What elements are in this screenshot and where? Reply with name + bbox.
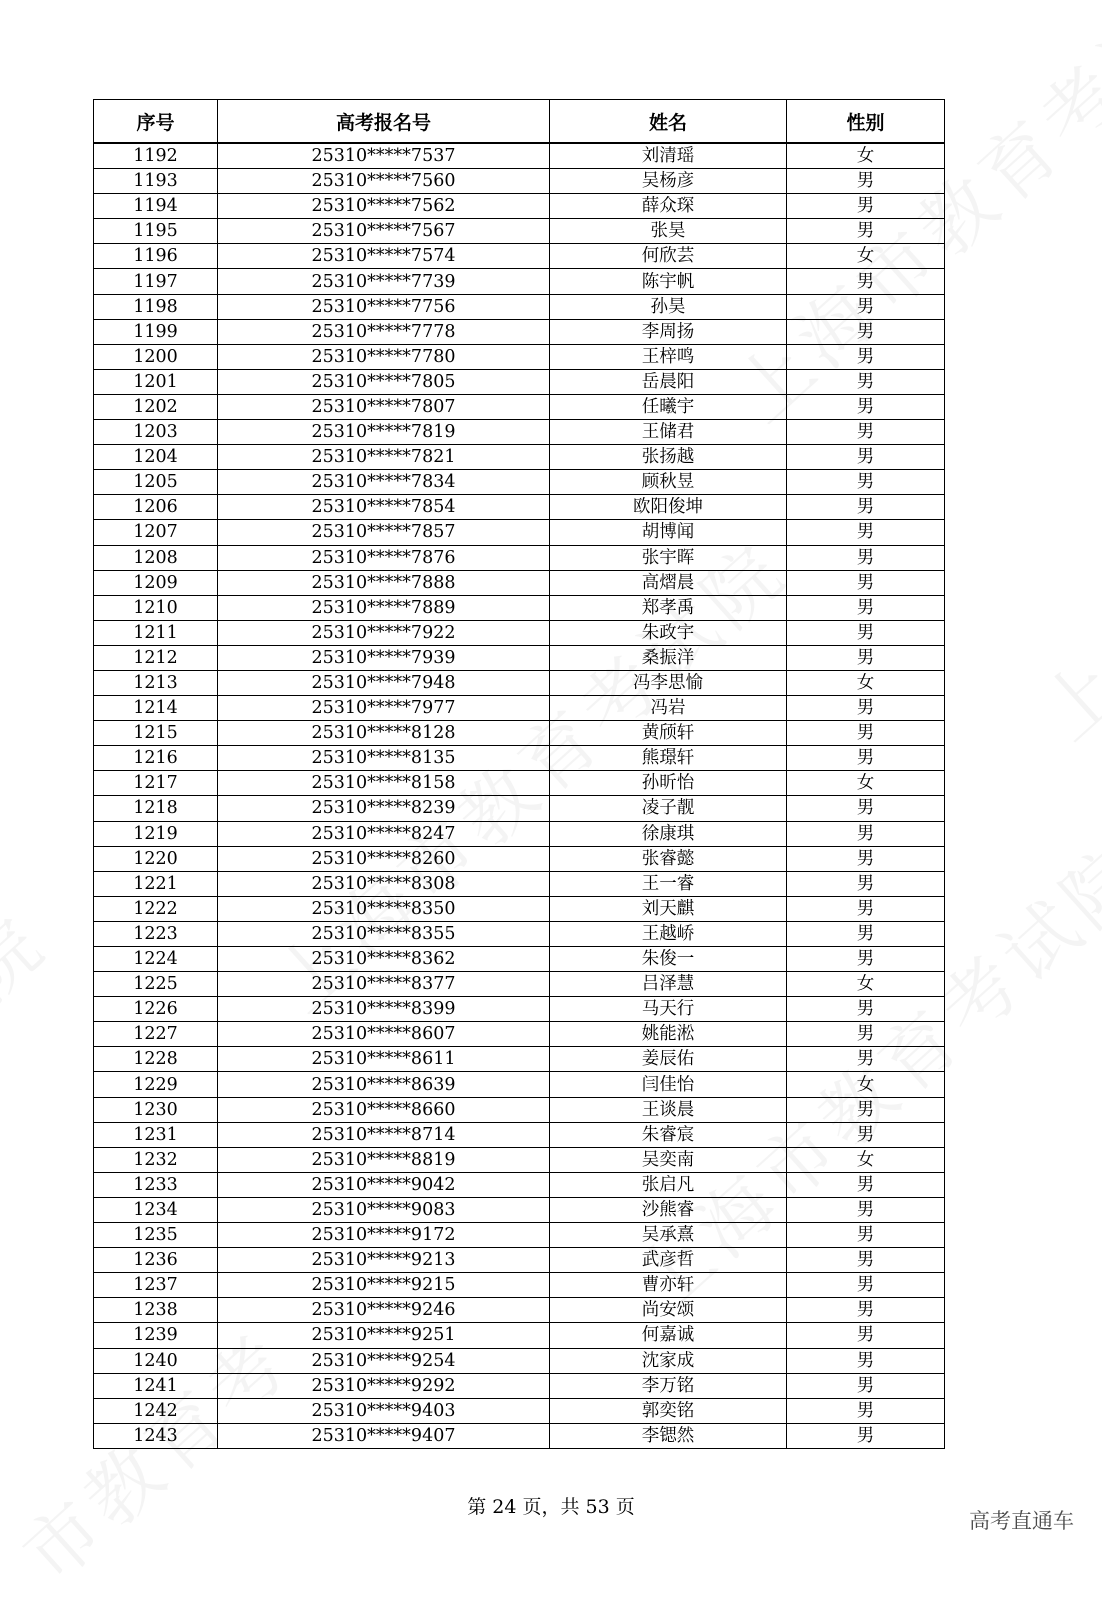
table-row: [94, 696, 945, 721]
cell-gender: 男: [787, 219, 945, 244]
cell-registration-number: 25310*****8611: [218, 1047, 550, 1072]
table-row: [94, 1273, 945, 1298]
cell-name: 任曦宇: [550, 394, 787, 419]
cell-name: 凌子靓: [550, 796, 787, 821]
cell-name: 朱政宇: [550, 620, 787, 645]
cell-gender: 男: [787, 796, 945, 821]
cell-name: 冯李思愉: [550, 670, 787, 695]
cell-name: 张扬越: [550, 445, 787, 470]
cell-gender: 男: [787, 420, 945, 445]
cell-gender: 男: [787, 1172, 945, 1197]
table-row: [94, 344, 945, 369]
cell-registration-number: 25310*****7834: [218, 470, 550, 495]
table-row: [94, 1072, 945, 1097]
cell-gender: 男: [787, 394, 945, 419]
cell-registration-number: 25310*****9407: [218, 1423, 550, 1448]
table-row: [94, 1323, 945, 1348]
cell-registration-number: 25310*****8350: [218, 896, 550, 921]
cell-name: 顾秋昱: [550, 470, 787, 495]
cell-name: 王一睿: [550, 871, 787, 896]
student-roster-table: [93, 99, 945, 1449]
cell-name: 张睿懿: [550, 846, 787, 871]
cell-index: 1195: [94, 219, 218, 244]
cell-gender: 女: [787, 771, 945, 796]
cell-registration-number: 25310*****8660: [218, 1097, 550, 1122]
table-row: [94, 445, 945, 470]
cell-index: 1237: [94, 1273, 218, 1298]
table-row: [94, 871, 945, 896]
cell-gender: 男: [787, 1047, 945, 1072]
cell-name: 曹亦轩: [550, 1273, 787, 1298]
cell-name: 李周扬: [550, 319, 787, 344]
cell-name: 王梓鸣: [550, 344, 787, 369]
cell-name: 张宇晖: [550, 545, 787, 570]
cell-registration-number: 25310*****8362: [218, 947, 550, 972]
cell-name: 欧阳俊坤: [550, 495, 787, 520]
cell-gender: 男: [787, 470, 945, 495]
table-row: [94, 595, 945, 620]
cell-registration-number: 25310*****8128: [218, 721, 550, 746]
cell-registration-number: 25310*****7948: [218, 670, 550, 695]
table-row: [94, 972, 945, 997]
cell-index: 1218: [94, 796, 218, 821]
cell-registration-number: 25310*****7819: [218, 420, 550, 445]
cell-name: 朱俊一: [550, 947, 787, 972]
cell-gender: 女: [787, 1147, 945, 1172]
cell-gender: 男: [787, 871, 945, 896]
cell-index: 1234: [94, 1197, 218, 1222]
cell-gender: 男: [787, 369, 945, 394]
cell-gender: 男: [787, 1298, 945, 1323]
cell-registration-number: 25310*****7574: [218, 244, 550, 269]
cell-name: 徐康琪: [550, 821, 787, 846]
cell-gender: 男: [787, 269, 945, 294]
cell-index: 1212: [94, 645, 218, 670]
cell-registration-number: 25310*****8399: [218, 997, 550, 1022]
cell-name: 李万铭: [550, 1373, 787, 1398]
cell-registration-number: 25310*****7756: [218, 294, 550, 319]
table-row: [94, 1423, 945, 1448]
cell-registration-number: 25310*****9083: [218, 1197, 550, 1222]
table-row: [94, 369, 945, 394]
cell-registration-number: 25310*****9246: [218, 1298, 550, 1323]
column-header-index: 序号: [94, 100, 218, 144]
cell-index: 1226: [94, 997, 218, 1022]
cell-gender: 男: [787, 1273, 945, 1298]
table-row: [94, 670, 945, 695]
cell-index: 1240: [94, 1348, 218, 1373]
page-number: [0, 1492, 1102, 1519]
table-row: [94, 746, 945, 771]
table-row: [94, 470, 945, 495]
cell-gender: 男: [787, 1022, 945, 1047]
cell-index: 1211: [94, 620, 218, 645]
cell-name: 马天行: [550, 997, 787, 1022]
cell-registration-number: 25310*****7857: [218, 520, 550, 545]
cell-name: 朱睿宸: [550, 1122, 787, 1147]
cell-name: 刘清瑶: [550, 143, 787, 169]
table-row: [94, 1348, 945, 1373]
cell-index: 1201: [94, 369, 218, 394]
cell-index: 1236: [94, 1248, 218, 1273]
cell-name: 闫佳怡: [550, 1072, 787, 1097]
cell-name: 郭奕铭: [550, 1398, 787, 1423]
cell-name: 冯岩: [550, 696, 787, 721]
cell-index: 1223: [94, 921, 218, 946]
cell-gender: 男: [787, 344, 945, 369]
cell-name: 姚能淞: [550, 1022, 787, 1047]
cell-registration-number: 25310*****7805: [218, 369, 550, 394]
cell-index: 1192: [94, 143, 218, 169]
cell-name: 孙昊: [550, 294, 787, 319]
table-row: [94, 1097, 945, 1122]
table-row: [94, 219, 945, 244]
cell-index: 1206: [94, 495, 218, 520]
cell-registration-number: 25310*****7821: [218, 445, 550, 470]
cell-name: 刘天麒: [550, 896, 787, 921]
brand-logo-text: 高考直通车: [969, 1509, 1074, 1533]
cell-registration-number: 25310*****8607: [218, 1022, 550, 1047]
table-row: [94, 896, 945, 921]
table-row: [94, 143, 945, 169]
table-header-row: [94, 100, 945, 144]
watermark-text: [1015, 626, 1102, 760]
table-row: [94, 294, 945, 319]
cell-name: 沈家成: [550, 1348, 787, 1373]
cell-gender: 女: [787, 143, 945, 169]
cell-registration-number: 25310*****9213: [218, 1248, 550, 1273]
table-row: [94, 645, 945, 670]
cell-registration-number: 25310*****7889: [218, 595, 550, 620]
cell-index: 1238: [94, 1298, 218, 1323]
cell-index: 1199: [94, 319, 218, 344]
cell-gender: 女: [787, 670, 945, 695]
cell-registration-number: 25310*****8819: [218, 1147, 550, 1172]
cell-registration-number: 25310*****7567: [218, 219, 550, 244]
table-row: [94, 821, 945, 846]
cell-name: 王越峤: [550, 921, 787, 946]
cell-gender: 男: [787, 1248, 945, 1273]
cell-name: 陈宇帆: [550, 269, 787, 294]
cell-index: 1228: [94, 1047, 218, 1072]
table-body: [94, 143, 945, 1448]
cell-index: 1200: [94, 344, 218, 369]
cell-name: 武彦哲: [550, 1248, 787, 1273]
table-row: [94, 1373, 945, 1398]
cell-index: 1230: [94, 1097, 218, 1122]
cell-gender: 男: [787, 1398, 945, 1423]
table-row: [94, 319, 945, 344]
table-row: [94, 1197, 945, 1222]
cell-index: 1193: [94, 169, 218, 194]
cell-gender: 女: [787, 244, 945, 269]
cell-index: 1209: [94, 570, 218, 595]
cell-name: 姜辰佑: [550, 1047, 787, 1072]
cell-index: 1235: [94, 1223, 218, 1248]
cell-index: 1243: [94, 1423, 218, 1448]
cell-name: 王储君: [550, 420, 787, 445]
cell-index: 1214: [94, 696, 218, 721]
cell-registration-number: 25310*****8260: [218, 846, 550, 871]
cell-name: 薛众琛: [550, 194, 787, 219]
cell-index: 1242: [94, 1398, 218, 1423]
table-row: [94, 520, 945, 545]
cell-gender: 女: [787, 972, 945, 997]
cell-registration-number: 25310*****7876: [218, 545, 550, 570]
cell-index: 1213: [94, 670, 218, 695]
cell-registration-number: 25310*****9172: [218, 1223, 550, 1248]
cell-gender: 男: [787, 1223, 945, 1248]
table-row: [94, 1022, 945, 1047]
cell-gender: 男: [787, 896, 945, 921]
cell-name: 沙熊睿: [550, 1197, 787, 1222]
cell-registration-number: 25310*****8377: [218, 972, 550, 997]
cell-gender: 男: [787, 997, 945, 1022]
cell-gender: 男: [787, 620, 945, 645]
cell-gender: 男: [787, 595, 945, 620]
table-row: [94, 997, 945, 1022]
cell-registration-number: 25310*****8355: [218, 921, 550, 946]
table-row: [94, 545, 945, 570]
cell-registration-number: 25310*****9251: [218, 1323, 550, 1348]
cell-gender: 男: [787, 194, 945, 219]
cell-index: 1233: [94, 1172, 218, 1197]
cell-registration-number: 25310*****7922: [218, 620, 550, 645]
cell-name: 熊璟轩: [550, 746, 787, 771]
cell-index: 1210: [94, 595, 218, 620]
cell-gender: 男: [787, 1323, 945, 1348]
cell-index: 1194: [94, 194, 218, 219]
cell-registration-number: 25310*****8714: [218, 1122, 550, 1147]
cell-registration-number: 25310*****8135: [218, 746, 550, 771]
table-row: [94, 269, 945, 294]
page-number-label: 第 24 页，共 53 页: [467, 1496, 635, 1518]
cell-index: 1225: [94, 972, 218, 997]
cell-name: 胡博闻: [550, 520, 787, 545]
cell-gender: 男: [787, 545, 945, 570]
table-row: [94, 1223, 945, 1248]
cell-gender: 男: [787, 846, 945, 871]
cell-index: 1203: [94, 420, 218, 445]
table-row: [94, 495, 945, 520]
cell-gender: 男: [787, 1122, 945, 1147]
cell-registration-number: 25310*****7778: [218, 319, 550, 344]
cell-gender: 男: [787, 1423, 945, 1448]
cell-name: 吕泽慧: [550, 972, 787, 997]
cell-gender: 男: [787, 947, 945, 972]
cell-index: 1204: [94, 445, 218, 470]
watermark-text: [0, 886, 67, 1020]
cell-registration-number: 25310*****8308: [218, 871, 550, 896]
cell-name: 吴杨彦: [550, 169, 787, 194]
cell-gender: 男: [787, 495, 945, 520]
cell-registration-number: 25310*****7537: [218, 143, 550, 169]
table-row: [94, 1298, 945, 1323]
table-row: [94, 1398, 945, 1423]
cell-gender: 男: [787, 570, 945, 595]
cell-index: 1239: [94, 1323, 218, 1348]
cell-registration-number: 25310*****8239: [218, 796, 550, 821]
table-row: [94, 1248, 945, 1273]
table-row: [94, 620, 945, 645]
cell-gender: 男: [787, 821, 945, 846]
table-row: [94, 1147, 945, 1172]
cell-name: 吴奕南: [550, 1147, 787, 1172]
cell-registration-number: 25310*****8158: [218, 771, 550, 796]
cell-gender: 男: [787, 520, 945, 545]
table-row: [94, 169, 945, 194]
table-row: [94, 947, 945, 972]
cell-gender: 男: [787, 696, 945, 721]
cell-name: 岳晨阳: [550, 369, 787, 394]
cell-name: 尚安颂: [550, 1298, 787, 1323]
cell-name: 吴承熹: [550, 1223, 787, 1248]
cell-gender: 男: [787, 1197, 945, 1222]
cell-index: 1196: [94, 244, 218, 269]
cell-registration-number: 25310*****7560: [218, 169, 550, 194]
table-row: [94, 846, 945, 871]
cell-name: 孙昕怡: [550, 771, 787, 796]
cell-index: 1215: [94, 721, 218, 746]
table-row: [94, 570, 945, 595]
cell-index: 1241: [94, 1373, 218, 1398]
cell-registration-number: 25310*****7780: [218, 344, 550, 369]
cell-gender: 男: [787, 746, 945, 771]
table-row: [94, 721, 945, 746]
cell-index: 1198: [94, 294, 218, 319]
cell-name: 高熠晨: [550, 570, 787, 595]
cell-registration-number: 25310*****9403: [218, 1398, 550, 1423]
cell-index: 1224: [94, 947, 218, 972]
cell-registration-number: 25310*****7888: [218, 570, 550, 595]
table-row: [94, 194, 945, 219]
cell-index: 1220: [94, 846, 218, 871]
cell-name: 张昊: [550, 219, 787, 244]
cell-gender: 男: [787, 921, 945, 946]
cell-registration-number: 25310*****8247: [218, 821, 550, 846]
cell-name: 黄颀轩: [550, 721, 787, 746]
cell-index: 1207: [94, 520, 218, 545]
cell-index: 1227: [94, 1022, 218, 1047]
cell-registration-number: 25310*****9254: [218, 1348, 550, 1373]
cell-registration-number: 25310*****7854: [218, 495, 550, 520]
cell-gender: 男: [787, 445, 945, 470]
cell-index: 1232: [94, 1147, 218, 1172]
cell-index: 1229: [94, 1072, 218, 1097]
cell-registration-number: 25310*****7807: [218, 394, 550, 419]
cell-name: 王谈晨: [550, 1097, 787, 1122]
cell-gender: 男: [787, 169, 945, 194]
column-header-name: 姓名: [550, 100, 787, 144]
cell-index: 1202: [94, 394, 218, 419]
cell-index: 1221: [94, 871, 218, 896]
column-header-gender: 性别: [787, 100, 945, 144]
cell-gender: 男: [787, 1348, 945, 1373]
cell-name: 桑振洋: [550, 645, 787, 670]
cell-gender: 男: [787, 1097, 945, 1122]
cell-index: 1217: [94, 771, 218, 796]
cell-index: 1208: [94, 545, 218, 570]
table-row: [94, 1047, 945, 1072]
cell-registration-number: 25310*****9215: [218, 1273, 550, 1298]
cell-gender: 女: [787, 1072, 945, 1097]
table-row: [94, 771, 945, 796]
table-row: [94, 1122, 945, 1147]
cell-registration-number: 25310*****7739: [218, 269, 550, 294]
cell-name: 何欣芸: [550, 244, 787, 269]
table-row: [94, 420, 945, 445]
cell-index: 1222: [94, 896, 218, 921]
cell-index: 1216: [94, 746, 218, 771]
cell-gender: 男: [787, 721, 945, 746]
table-row: [94, 1172, 945, 1197]
table-row: [94, 244, 945, 269]
cell-gender: 男: [787, 645, 945, 670]
table-row: [94, 394, 945, 419]
cell-registration-number: 25310*****9042: [218, 1172, 550, 1197]
cell-name: 何嘉诚: [550, 1323, 787, 1348]
cell-name: 张启凡: [550, 1172, 787, 1197]
column-header-registration-number: 高考报名号: [218, 100, 550, 144]
cell-index: 1219: [94, 821, 218, 846]
cell-name: 李锶然: [550, 1423, 787, 1448]
table-row: [94, 921, 945, 946]
cell-index: 1205: [94, 470, 218, 495]
cell-registration-number: 25310*****7939: [218, 645, 550, 670]
cell-name: 郑孝禹: [550, 595, 787, 620]
cell-index: 1197: [94, 269, 218, 294]
cell-registration-number: 25310*****8639: [218, 1072, 550, 1097]
cell-gender: 男: [787, 1373, 945, 1398]
cell-gender: 男: [787, 294, 945, 319]
cell-registration-number: 25310*****9292: [218, 1373, 550, 1398]
cell-index: 1231: [94, 1122, 218, 1147]
cell-gender: 男: [787, 319, 945, 344]
cell-registration-number: 25310*****7562: [218, 194, 550, 219]
cell-registration-number: 25310*****7977: [218, 696, 550, 721]
table-row: [94, 796, 945, 821]
